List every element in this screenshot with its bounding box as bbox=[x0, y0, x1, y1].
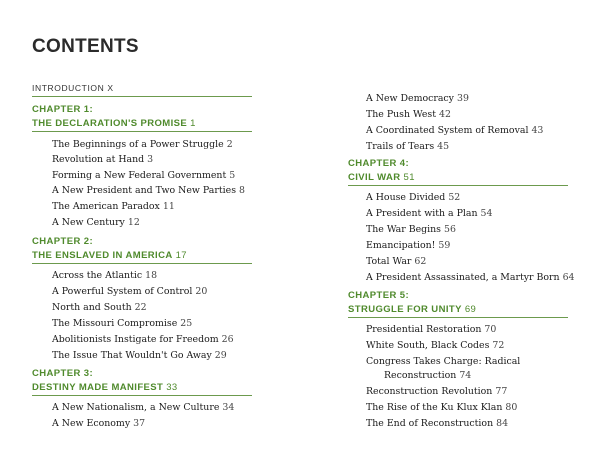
toc-entry[interactable] bbox=[52, 185, 245, 196]
entry-title: The American Paradox bbox=[52, 201, 160, 212]
divider bbox=[32, 131, 252, 132]
entry-title: A New Century bbox=[52, 217, 125, 228]
entry-page: 12 bbox=[127, 217, 140, 228]
entry-title: The Missouri Compromise bbox=[52, 318, 178, 329]
entry-page: 8 bbox=[239, 185, 245, 196]
entry-title: The Rise of the Ku Klux Klan bbox=[366, 402, 503, 413]
entry-title: Forming a New Federal Government bbox=[52, 170, 227, 181]
chapter-1-name: THE DECLARATION'S PROMISE bbox=[32, 118, 188, 129]
entry-title: Revolution at Hand bbox=[52, 154, 145, 165]
toc-entry[interactable] bbox=[366, 272, 575, 283]
chapter-2-page: 17 bbox=[175, 250, 187, 261]
entry-page: 80 bbox=[505, 402, 518, 413]
entry-page: 39 bbox=[456, 93, 469, 104]
entry-page: 42 bbox=[439, 109, 451, 120]
divider bbox=[32, 96, 252, 97]
introduction-entry[interactable]: INTRODUCTION X bbox=[32, 83, 114, 93]
entry-title: Presidential Restoration bbox=[366, 324, 482, 335]
entry-title: Abolitionists Instigate for Freedom bbox=[52, 334, 219, 345]
entry-title: The Push West bbox=[366, 109, 436, 120]
entry-page: 72 bbox=[492, 340, 505, 351]
entry-page: 52 bbox=[448, 192, 461, 203]
entry-page: 3 bbox=[147, 154, 154, 165]
chapter-5-label: CHAPTER 5: bbox=[348, 290, 410, 301]
toc-entry[interactable] bbox=[52, 334, 234, 345]
entry-title: Reconstruction Revolution bbox=[366, 386, 493, 397]
entry-page: 34 bbox=[222, 402, 235, 413]
toc-entry[interactable] bbox=[366, 356, 520, 367]
toc-entry[interactable] bbox=[366, 340, 504, 351]
toc-entry-continued[interactable] bbox=[384, 370, 471, 381]
entry-title: North and South bbox=[52, 302, 132, 313]
entry-page: 62 bbox=[414, 256, 427, 267]
entry-page: 29 bbox=[214, 350, 227, 361]
chapter-3-name: DESTINY MADE MANIFEST bbox=[32, 382, 164, 393]
entry-page: 43 bbox=[531, 125, 544, 136]
divider bbox=[32, 263, 252, 264]
chapter-1-page: 1 bbox=[190, 118, 196, 129]
entry-title: Emancipation! bbox=[366, 240, 436, 251]
chapter-2-title[interactable] bbox=[32, 250, 187, 261]
toc-entry[interactable] bbox=[52, 286, 207, 297]
entry-page: 59 bbox=[438, 240, 451, 251]
chapter-5-title[interactable] bbox=[348, 304, 476, 315]
chapter-1-label: CHAPTER 1: bbox=[32, 104, 94, 115]
entry-page: 77 bbox=[495, 386, 508, 397]
entry-page: 11 bbox=[162, 201, 175, 212]
toc-entry[interactable] bbox=[52, 318, 192, 329]
toc-entry[interactable] bbox=[52, 270, 157, 281]
chapter-3-page: 33 bbox=[166, 382, 178, 393]
entry-page: 74 bbox=[459, 370, 472, 381]
entry-title: The End of Reconstruction bbox=[366, 418, 494, 429]
entry-title: White South, Black Codes bbox=[366, 340, 490, 351]
divider bbox=[348, 185, 568, 186]
toc-entry[interactable] bbox=[366, 240, 450, 251]
divider bbox=[32, 395, 252, 396]
entry-title: A President Assassinated, a Martyr Born bbox=[366, 272, 560, 283]
chapter-5-name: STRUGGLE FOR UNITY bbox=[348, 304, 462, 315]
entry-page: 84 bbox=[496, 418, 509, 429]
entry-title: Across the Atlantic bbox=[52, 270, 143, 281]
toc-entry[interactable] bbox=[366, 192, 460, 203]
page-title: CONTENTS bbox=[32, 36, 139, 57]
chapter-4-title[interactable] bbox=[348, 172, 415, 183]
entry-page: 20 bbox=[195, 286, 208, 297]
entry-page: 37 bbox=[133, 418, 146, 429]
entry-title: A New President and Two New Parties bbox=[52, 185, 237, 196]
entry-page: 54 bbox=[480, 208, 493, 219]
toc-entry[interactable] bbox=[52, 201, 175, 212]
entry-page: 18 bbox=[145, 270, 158, 281]
entry-page: 56 bbox=[443, 224, 456, 235]
chapter-2-label: CHAPTER 2: bbox=[32, 236, 94, 247]
toc-entry[interactable] bbox=[366, 418, 508, 429]
toc-entry[interactable] bbox=[366, 141, 449, 152]
entry-title: A House Divided bbox=[366, 192, 446, 203]
entry-title-continued: Reconstruction bbox=[384, 370, 457, 381]
toc-entry[interactable] bbox=[366, 208, 492, 219]
entry-title: A President with a Plan bbox=[366, 208, 478, 219]
chapter-3-label: CHAPTER 3: bbox=[32, 368, 94, 379]
entry-page: 22 bbox=[134, 302, 147, 313]
toc-entry[interactable] bbox=[52, 170, 235, 181]
entry-title: A New Economy bbox=[52, 418, 131, 429]
chapter-4-name: CIVIL WAR bbox=[348, 172, 401, 183]
toc-entry[interactable] bbox=[366, 125, 543, 136]
entry-page: 25 bbox=[180, 318, 193, 329]
chapter-4-page: 51 bbox=[403, 172, 415, 183]
entry-page: 26 bbox=[221, 334, 234, 345]
toc-entry[interactable] bbox=[366, 324, 496, 335]
toc-entry[interactable] bbox=[366, 386, 507, 397]
chapter-4-label: CHAPTER 4: bbox=[348, 158, 410, 169]
toc-entry[interactable] bbox=[52, 154, 153, 165]
entry-title: Trails of Tears bbox=[366, 141, 435, 152]
divider bbox=[348, 317, 568, 318]
toc-entry[interactable] bbox=[366, 224, 456, 235]
entry-title: A Powerful System of Control bbox=[52, 286, 193, 297]
entry-title: A New Nationalism, a New Culture bbox=[52, 402, 220, 413]
entry-title: A Coordinated System of Removal bbox=[366, 125, 529, 136]
entry-title: The War Begins bbox=[366, 224, 441, 235]
toc-entry[interactable] bbox=[52, 418, 145, 429]
entry-title: A New Democracy bbox=[366, 93, 454, 104]
toc-entry[interactable] bbox=[366, 93, 469, 104]
entry-title: Total War bbox=[366, 256, 412, 267]
toc-entry[interactable] bbox=[52, 217, 140, 228]
toc-entry[interactable] bbox=[52, 402, 234, 413]
chapter-5-page: 69 bbox=[464, 304, 477, 315]
toc-entry[interactable] bbox=[52, 302, 147, 313]
entry-title: The Issue That Wouldn't Go Away bbox=[52, 350, 212, 361]
entry-page: 70 bbox=[484, 324, 497, 335]
toc-entry[interactable] bbox=[366, 402, 517, 413]
chapter-1-title[interactable] bbox=[32, 118, 196, 129]
entry-page: 45 bbox=[437, 141, 450, 152]
toc-entry[interactable] bbox=[52, 139, 233, 150]
entry-page: 2 bbox=[226, 139, 233, 150]
chapter-3-title[interactable] bbox=[32, 382, 178, 393]
toc-entry[interactable] bbox=[366, 109, 451, 120]
entry-page: 64 bbox=[562, 272, 575, 283]
entry-title: Congress Takes Charge: Radical bbox=[366, 356, 521, 367]
entry-title: The Beginnings of a Power Struggle bbox=[52, 139, 224, 150]
toc-entry[interactable] bbox=[366, 256, 426, 267]
entry-page: 5 bbox=[229, 170, 236, 181]
toc-entry[interactable] bbox=[52, 350, 227, 361]
chapter-2-name: THE ENSLAVED IN AMERICA bbox=[32, 250, 173, 261]
